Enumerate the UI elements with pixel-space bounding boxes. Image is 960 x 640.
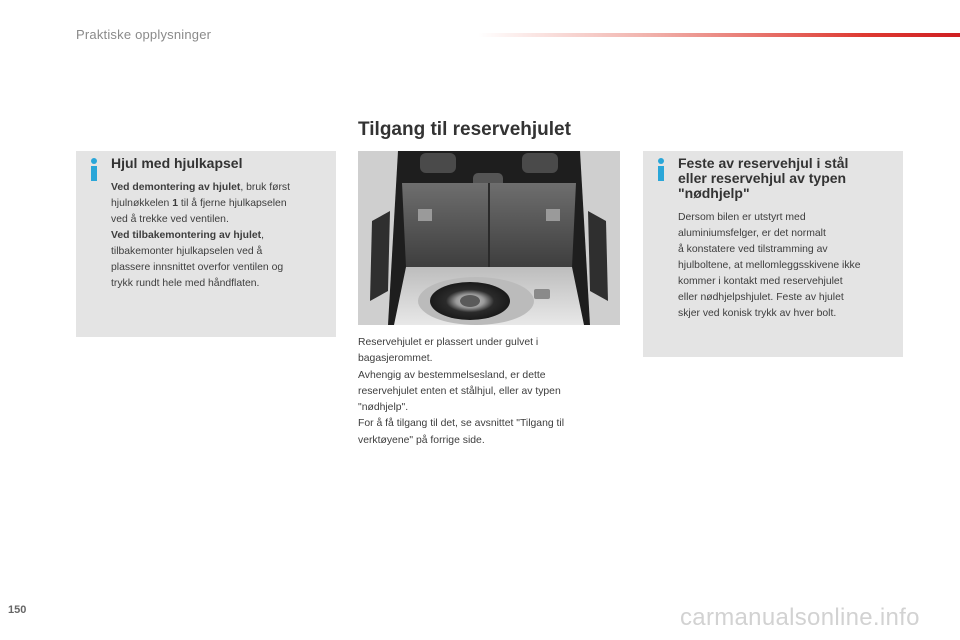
text-line: Ved tilbakemontering av hjulet, <box>111 230 265 241</box>
caption-line: reservehjulet enten et stålhjul, eller av typen <box>358 385 561 397</box>
caption-line: For å få tilgang til det, se avsnittet "Tilgang til <box>358 418 565 430</box>
watermark: carmanualsonline.info <box>680 604 920 631</box>
trunk-illustration <box>358 151 620 325</box>
text-line: eller nødhjelpshjulet. Feste av hjulet <box>678 292 844 303</box>
caption-line: Reservehjulet er plassert under gulvet i <box>358 337 539 348</box>
title-line: Feste av reservehjul i stål <box>678 155 849 171</box>
text-line: Dersom bilen er utstyrt med <box>678 212 806 223</box>
info-icon <box>87 157 101 183</box>
text-line: skjer ved konisk trykk av hver bolt. <box>678 308 837 319</box>
box-title: Hjul med hjulkapsel <box>111 155 243 171</box>
box-body <box>678 210 897 322</box>
info-icon <box>654 157 668 183</box>
text-line: ved å trekke ved ventilen. <box>111 214 229 225</box>
caption-line: "nødhjelp". <box>358 402 409 414</box>
text-line: tilbakemonter hjulkapselen ved å <box>111 246 263 257</box>
text-line: hjulnøkkelen 1 til å fjerne hjulkapselen <box>111 198 287 209</box>
caption-line: Avhengig av bestemmelsesland, er dette <box>358 369 546 381</box>
page-title: Tilgang til reservehjulet <box>358 119 571 140</box>
section-title: Praktiske opplysninger <box>76 27 212 42</box>
info-box-steel-spare-wheel <box>643 151 903 357</box>
text-line: aluminiumsfelger, er det normalt <box>678 228 826 239</box>
header-accent-bar <box>478 33 960 37</box>
text-line: kommer i kontakt med reservehjulet <box>678 276 843 287</box>
box-body <box>111 180 330 292</box>
box-title <box>678 156 895 201</box>
caption-line: bagasjerommet. <box>358 353 433 365</box>
caption-line: verktøyene" på forrige side. <box>358 434 485 446</box>
text-line: plassere innsnittet overfor ventilen og <box>111 262 284 273</box>
text-line: hjulboltene, at mellomleggsskivene ikke <box>678 260 861 271</box>
text-line: trykk rundt hele med håndflaten. <box>111 278 260 289</box>
text-line: å konstatere ved tilstramming av <box>678 244 828 255</box>
page-number: 150 <box>8 604 27 616</box>
info-box-hubcap <box>76 151 336 337</box>
title-line: eller reservehjul av typen <box>678 170 847 186</box>
caption <box>358 335 620 449</box>
text-line: Ved demontering av hjulet, bruk først <box>111 182 290 193</box>
title-line: "nødhjelp" <box>678 185 750 201</box>
trunk-spare-wheel-photo <box>358 151 620 325</box>
